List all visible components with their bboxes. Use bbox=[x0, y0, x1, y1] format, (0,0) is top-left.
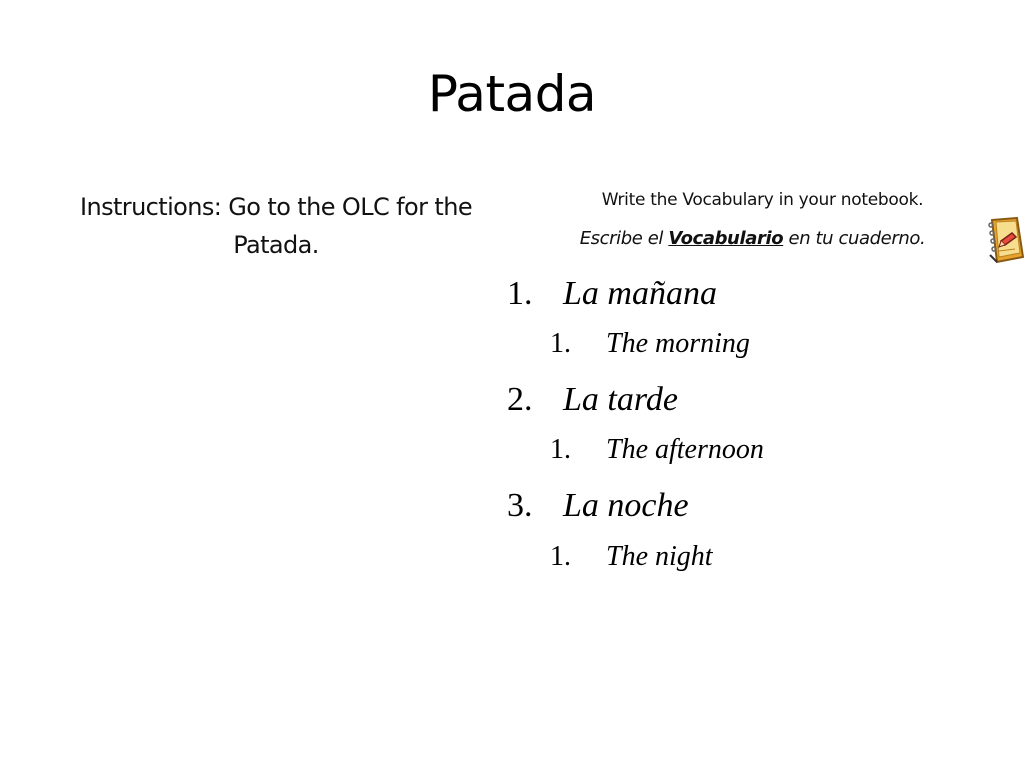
vocabulario-emphasis: Vocabulario bbox=[668, 228, 784, 249]
notebook-instruction-spanish bbox=[520, 224, 985, 254]
vocab-translation: The afternoon bbox=[606, 434, 764, 465]
vocab-translation-3 bbox=[550, 540, 950, 574]
vocab-term: La tarde bbox=[563, 381, 678, 418]
vocab-item-1 bbox=[507, 274, 907, 314]
notebook-instruction-english: Write the Vocabulary in your notebook. bbox=[601, 190, 924, 210]
vocab-item-number: 1. bbox=[507, 275, 533, 312]
vocab-translation-1 bbox=[550, 327, 950, 361]
notebook-instruction-prefix: Escribe el bbox=[579, 228, 669, 249]
vocab-item-2 bbox=[507, 380, 907, 420]
slide-title: Patada bbox=[427, 65, 597, 123]
vocab-translation-number: 1. bbox=[550, 541, 571, 572]
notebook-icon-graphic bbox=[981, 215, 1024, 265]
vocab-translation-number: 1. bbox=[550, 328, 571, 359]
vocab-term: La noche bbox=[563, 487, 689, 524]
vocab-term: La mañana bbox=[563, 275, 717, 312]
vocab-item-3 bbox=[507, 486, 907, 526]
vocab-item-number: 2. bbox=[507, 381, 533, 418]
vocab-translation: The morning bbox=[606, 328, 750, 359]
vocab-translation-number: 1. bbox=[550, 434, 571, 465]
vocab-translation: The night bbox=[606, 541, 713, 572]
vocab-translation-2 bbox=[550, 433, 950, 467]
instructions-text: Instructions: Go to the OLC for the Patada. bbox=[80, 193, 472, 259]
notebook-instruction-suffix: en tu cuaderno. bbox=[783, 228, 926, 249]
notebook-icon bbox=[981, 215, 1024, 265]
vocab-item-number: 3. bbox=[507, 487, 533, 524]
